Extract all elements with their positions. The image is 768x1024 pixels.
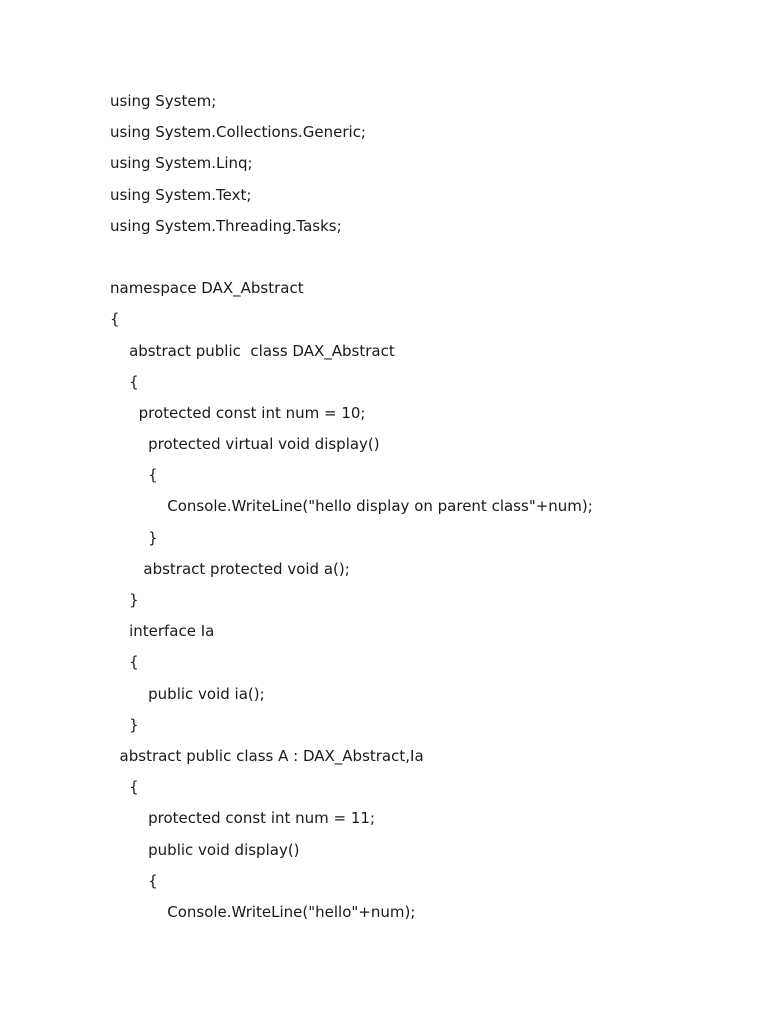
code-line-11: protected const int num = 10; (110, 403, 366, 422)
code-line-27: Console.WriteLine("hello"+num); (110, 902, 416, 921)
code-line-19: { (110, 653, 139, 672)
code-line-13: { (110, 466, 158, 485)
code-line-10: { (110, 372, 139, 391)
code-line-15: } (110, 528, 158, 547)
code-line-22: abstract public class A : DAX_Abstract,Ia (110, 746, 424, 765)
code-listing (110, 86, 750, 928)
code-line-26: { (110, 871, 158, 890)
code-line-4: using System.Text; (110, 185, 252, 204)
code-line-6 (110, 242, 750, 273)
code-line-12: protected virtual void display() (110, 435, 380, 454)
code-line-18: interface Ia (110, 622, 215, 641)
code-line-7: namespace DAX_Abstract (110, 279, 304, 298)
code-line-14: Console.WriteLine("hello display on parent class"+num); (110, 497, 593, 516)
code-line-5: using System.Threading.Tasks; (110, 216, 342, 235)
code-line-1: using System; (110, 92, 217, 110)
code-line-3: using System.Linq; (110, 154, 253, 173)
code-line-23: { (110, 778, 139, 797)
code-line-17: } (110, 591, 139, 609)
code-line-21: } (110, 715, 139, 734)
code-line-9: abstract public class DAX_Abstract (110, 341, 395, 360)
code-line-25: public void display() (110, 840, 300, 859)
code-line-24: protected const int num = 11; (110, 809, 376, 828)
code-line-8: { (110, 310, 120, 329)
code-line-20: public void ia(); (110, 684, 265, 703)
code-line-2: using System.Collections.Generic; (110, 123, 366, 142)
code-line-16: abstract protected void a(); (110, 559, 350, 578)
